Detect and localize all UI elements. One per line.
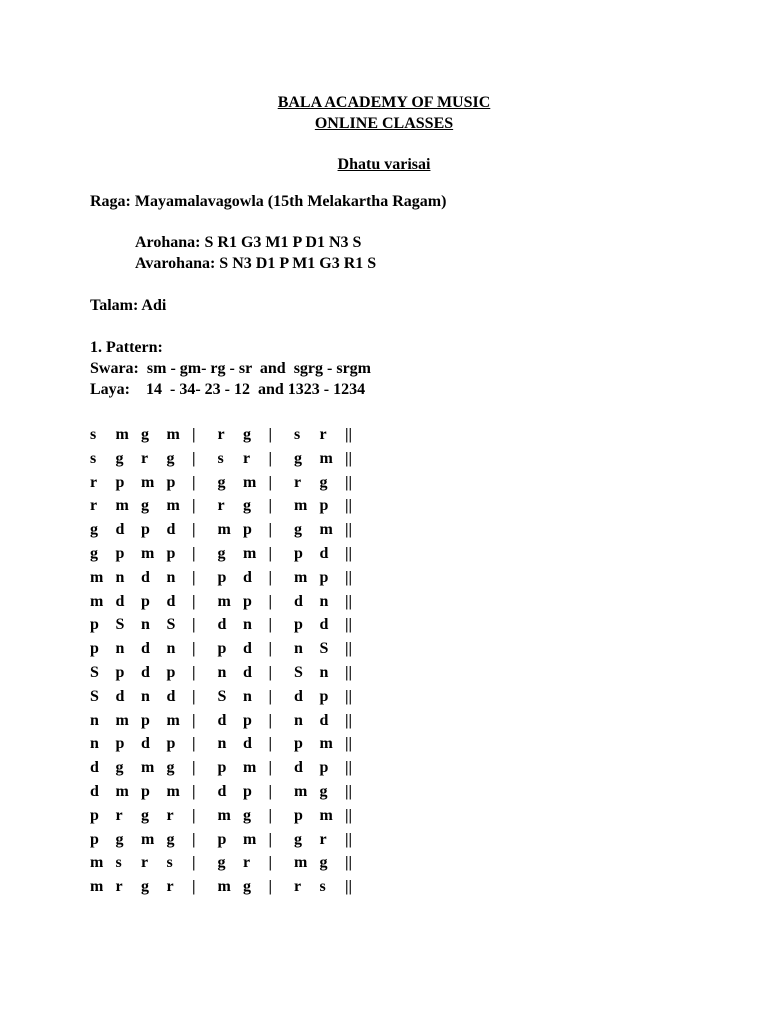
cycle-end-marker: || [345, 759, 353, 777]
swara-note: d [115, 687, 125, 705]
beat-divider: | [192, 878, 196, 896]
swara-note: m [115, 497, 129, 515]
swara-note: m [141, 830, 155, 848]
swara-note: n [115, 640, 125, 658]
swara-note: r [141, 449, 149, 467]
swara-note: s [166, 854, 173, 872]
beat-divider: | [192, 497, 196, 515]
swara-note: d [294, 759, 303, 777]
swara-note: g [166, 830, 175, 848]
swara-note: d [217, 711, 227, 729]
swara-note: g [141, 497, 149, 515]
beat-divider: | [268, 449, 273, 467]
beat-divider: | [268, 568, 273, 586]
cycle-end-marker: || [345, 711, 353, 729]
beat-divider: | [268, 687, 273, 705]
swara-note: d [90, 782, 99, 800]
cycle-end-marker: || [345, 663, 353, 681]
swara-note: m [217, 878, 231, 896]
swara-note: d [141, 735, 150, 753]
swara-note: g [217, 473, 226, 491]
swara-note: d [319, 616, 329, 634]
swara-note: p [294, 616, 303, 634]
beat-divider: | [268, 592, 273, 610]
swara-note: d [115, 521, 125, 539]
cycle-end-marker: || [345, 782, 353, 800]
swara-note: d [115, 592, 125, 610]
swara-note: g [90, 521, 98, 539]
beat-divider: | [268, 878, 273, 896]
swara-note: d [166, 521, 176, 539]
swara-note: r [166, 878, 174, 896]
swara-note: s [90, 426, 97, 443]
beat-divider: | [192, 592, 196, 610]
swara-note: r [90, 473, 98, 491]
swara-note: d [90, 759, 99, 777]
swara-note: d [141, 568, 150, 586]
beat-divider: | [268, 426, 273, 443]
swara-note: d [166, 592, 176, 610]
beat-divider: | [268, 830, 273, 848]
beat-divider: | [268, 711, 273, 729]
swara-note: p [141, 592, 150, 610]
swara-note: m [243, 544, 257, 562]
swara-note: g [141, 806, 149, 824]
swara-note: r [319, 426, 327, 443]
swara-note: n [90, 711, 99, 729]
swara-note: S [166, 616, 176, 634]
swara-note: g [115, 830, 124, 848]
swara-note: S [90, 687, 99, 705]
swara-note: m [294, 497, 308, 515]
cycle-end-marker: || [345, 592, 353, 610]
swara-note: m [166, 711, 180, 729]
beat-divider: | [192, 782, 196, 800]
swara-note: m [294, 782, 308, 800]
swara-note: p [319, 568, 329, 586]
swara-note: g [115, 449, 124, 467]
swara-note: S [115, 616, 125, 634]
swara-note: m [294, 568, 308, 586]
cycle-end-marker: || [345, 854, 353, 872]
swara-note: g [90, 544, 98, 562]
beat-divider: | [268, 544, 273, 562]
swara-note: s [319, 878, 326, 896]
beat-divider: | [268, 473, 273, 491]
swara-note: g [166, 449, 175, 467]
swara-note: r [90, 497, 98, 515]
swara-note: m [243, 759, 257, 777]
swara-note: r [115, 806, 123, 824]
beat-divider: | [192, 663, 196, 681]
swara-note: m [90, 854, 104, 872]
beat-divider: | [192, 521, 196, 539]
swara-note: r [319, 830, 327, 848]
raga-line: Raga: Mayamalavagowla (15th Melakartha Ragam) [90, 193, 447, 210]
beat-divider: | [192, 640, 196, 658]
swara-note: m [319, 449, 333, 467]
swara-note: p [166, 473, 176, 491]
beat-divider: | [192, 426, 196, 443]
swara-note: r [294, 473, 302, 491]
swara-note: g [166, 759, 175, 777]
swara-note: m [141, 473, 155, 491]
beat-divider: | [268, 521, 273, 539]
beat-divider: | [192, 687, 196, 705]
swara-note: m [217, 806, 231, 824]
swara-note: m [294, 854, 308, 872]
cycle-end-marker: || [345, 449, 353, 467]
swara-note: m [90, 592, 104, 610]
swara-note: p [217, 640, 227, 658]
swara-note: g [217, 544, 226, 562]
swara-note: r [217, 497, 225, 515]
swara-note: r [243, 854, 251, 872]
cycle-end-marker: || [345, 878, 353, 896]
swara-note: p [217, 759, 227, 777]
swara-note: p [319, 497, 329, 515]
swara-note: d [141, 640, 150, 658]
swara-note: g [319, 782, 328, 800]
beat-divider: | [268, 640, 273, 658]
swara-note: g [243, 497, 251, 515]
swara-line: Swara: sm - gm- rg - sr and sgrg - srgm [90, 360, 371, 377]
swara-note: r [243, 449, 251, 467]
beat-divider: | [268, 759, 273, 777]
swara-note: p [166, 663, 176, 681]
pattern-title: 1. Pattern: [90, 339, 163, 356]
swara-note: d [217, 616, 227, 634]
cycle-end-marker: || [345, 735, 353, 753]
swara-note: S [294, 663, 303, 681]
cycle-end-marker: || [345, 616, 353, 634]
beat-divider: | [268, 663, 273, 681]
swara-note: m [115, 782, 129, 800]
swara-note: p [243, 521, 252, 539]
beat-divider: | [192, 449, 196, 467]
swara-note: n [90, 735, 99, 753]
lesson-title: Dhatu varisai [337, 156, 431, 173]
swara-note: d [243, 568, 252, 586]
beat-divider: | [192, 759, 196, 777]
beat-divider: | [192, 616, 196, 634]
swara-note: S [217, 687, 227, 705]
swara-note: n [294, 640, 303, 658]
swara-note: n [217, 735, 227, 753]
swara-note: d [243, 640, 252, 658]
swara-note: r [141, 854, 149, 872]
swara-note: d [243, 735, 252, 753]
swara-note: p [115, 663, 125, 681]
swara-note: g [243, 426, 251, 443]
swara-note: n [115, 568, 125, 586]
swara-note: g [319, 854, 328, 872]
swara-note: m [115, 426, 129, 443]
beat-divider: | [268, 782, 273, 800]
swara-note: g [319, 473, 328, 491]
swara-note: d [166, 687, 176, 705]
classes-title: ONLINE CLASSES [314, 115, 454, 132]
school-title: BALA ACADEMY OF MUSIC [277, 94, 491, 111]
swara-note: r [217, 426, 225, 443]
swara-note: p [90, 616, 99, 634]
swara-note: g [141, 878, 149, 896]
swara-note: p [166, 735, 176, 753]
swara-note: g [141, 426, 149, 443]
swara-note: d [217, 782, 227, 800]
beat-divider: | [192, 568, 196, 586]
swara-note: p [141, 521, 150, 539]
swara-note: m [319, 806, 333, 824]
avarohana-line: Avarohana: S N3 D1 P M1 G3 R1 S [135, 255, 377, 272]
swara-note: m [90, 878, 104, 896]
swara-note: n [141, 687, 150, 705]
swara-note: m [115, 711, 129, 729]
swara-note: p [217, 568, 227, 586]
swara-note: s [115, 854, 122, 872]
swara-note: n [243, 616, 252, 634]
swara-note: p [294, 735, 303, 753]
swara-note: s [294, 426, 301, 443]
swara-note: g [243, 806, 251, 824]
beat-divider: | [192, 711, 196, 729]
swara-note: n [166, 568, 176, 586]
swara-note: p [217, 830, 227, 848]
swara-note: p [141, 782, 150, 800]
swara-note: g [217, 854, 226, 872]
swara-note: m [166, 426, 180, 443]
arohana-line: Arohana: S R1 G3 M1 P D1 N3 S [135, 234, 362, 251]
swara-note: m [166, 782, 180, 800]
swara-note: d [319, 711, 329, 729]
swara-note: p [90, 830, 99, 848]
swara-note: d [243, 663, 252, 681]
swara-note: n [243, 687, 252, 705]
swara-note: d [294, 687, 303, 705]
swara-note: p [243, 592, 252, 610]
swara-note: m [319, 521, 333, 539]
swara-note: r [115, 878, 123, 896]
swara-note: m [243, 473, 257, 491]
swara-note: n [319, 663, 329, 681]
swara-note: s [217, 449, 224, 467]
cycle-end-marker: || [345, 497, 353, 515]
beat-divider: | [268, 735, 273, 753]
cycle-end-marker: || [345, 544, 353, 562]
laya-line: Laya: 14 - 34- 23 - 12 and 1323 - 1234 [90, 381, 366, 398]
swara-note: n [294, 711, 303, 729]
swara-note: d [294, 592, 303, 610]
swara-note: m [141, 759, 155, 777]
swara-note: g [243, 878, 251, 896]
swara-note: m [90, 568, 104, 586]
swara-note: m [166, 497, 180, 515]
beat-divider: | [192, 854, 196, 872]
swara-note: p [141, 711, 150, 729]
swara-note: m [217, 592, 231, 610]
beat-divider: | [192, 830, 196, 848]
swara-note: p [166, 544, 176, 562]
swara-note: p [90, 806, 99, 824]
beat-divider: | [268, 854, 273, 872]
swara-note: r [166, 806, 174, 824]
talam-line: Talam: Adi [90, 297, 167, 314]
beat-divider: | [192, 735, 196, 753]
swara-note: m [141, 544, 155, 562]
cycle-end-marker: || [345, 830, 353, 848]
swara-note: p [115, 473, 125, 491]
swara-note: g [294, 521, 302, 539]
swara-note: m [319, 735, 333, 753]
cycle-end-marker: || [345, 568, 353, 586]
swara-note: S [90, 663, 99, 681]
swara-note: p [319, 759, 329, 777]
swara-note: p [319, 687, 329, 705]
swara-note: n [166, 640, 176, 658]
swara-note: n [217, 663, 227, 681]
swara-note: d [141, 663, 150, 681]
beat-divider: | [192, 544, 196, 562]
swara-note: p [243, 711, 252, 729]
swara-note: g [115, 759, 124, 777]
swara-note: p [115, 735, 125, 753]
swara-note: p [294, 544, 303, 562]
cycle-end-marker: || [345, 473, 353, 491]
swara-note: n [141, 616, 150, 634]
beat-divider: | [268, 616, 273, 634]
swara-note: p [294, 806, 303, 824]
swara-note: m [243, 830, 257, 848]
swara-note: g [294, 449, 302, 467]
swara-note: S [319, 640, 329, 658]
swara-note: p [90, 640, 99, 658]
swara-note: d [319, 544, 329, 562]
cycle-end-marker: || [345, 426, 353, 443]
cycle-end-marker: || [345, 687, 353, 705]
swara-note: p [243, 782, 252, 800]
swara-note: g [294, 830, 302, 848]
beat-divider: | [268, 497, 273, 515]
cycle-end-marker: || [345, 521, 353, 539]
beat-divider: | [192, 806, 196, 824]
swara-note: m [217, 521, 231, 539]
swara-note: n [319, 592, 329, 610]
swara-note: r [294, 878, 302, 896]
cycle-end-marker: || [345, 806, 353, 824]
beat-divider: | [192, 473, 196, 491]
swara-note: s [90, 449, 97, 467]
swara-note: p [115, 544, 125, 562]
cycle-end-marker: || [345, 640, 353, 658]
beat-divider: | [268, 806, 273, 824]
